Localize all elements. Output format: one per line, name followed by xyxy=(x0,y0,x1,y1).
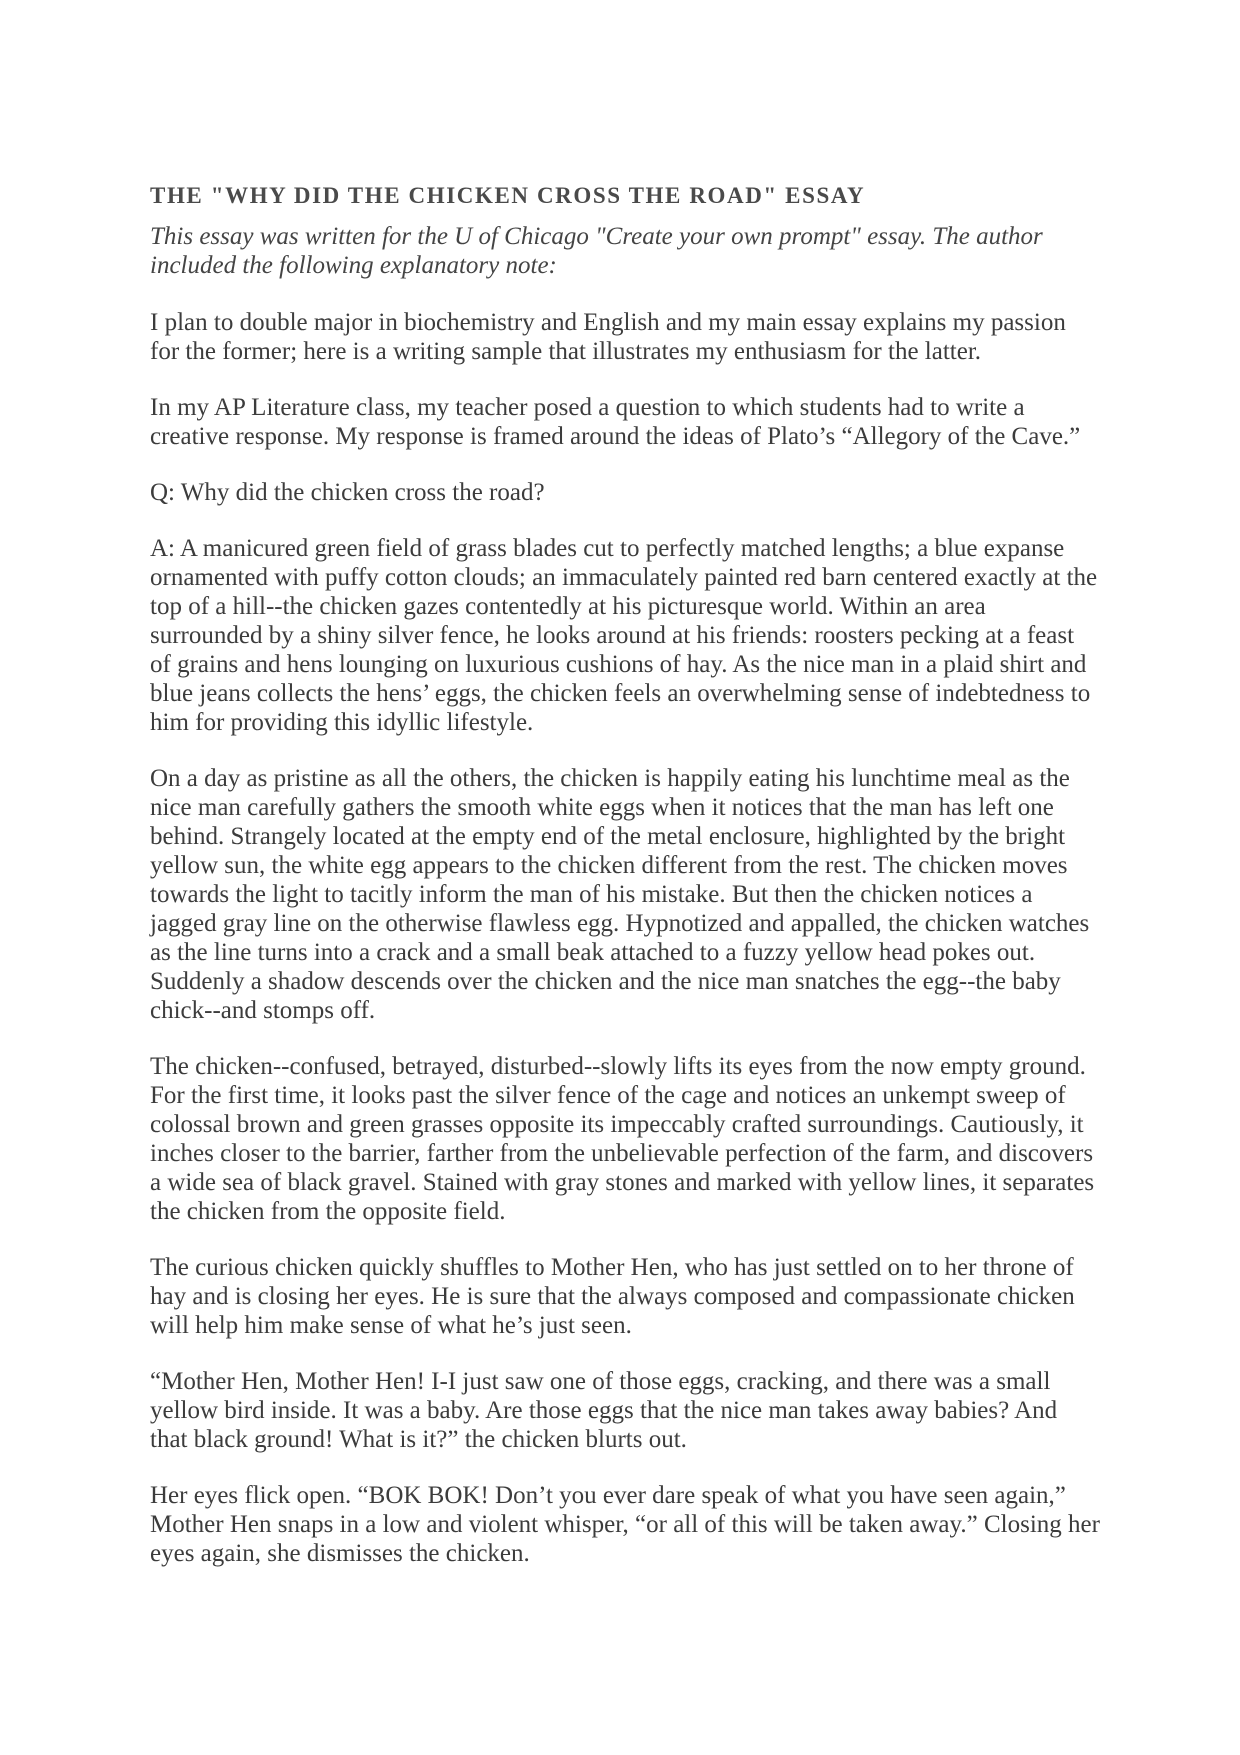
paragraph-dialogue: “Mother Hen, Mother Hen! I-I just saw one of those eggs, cracking, and there was a small yellow bird inside. It was a baby. Are those eggs that the nice man takes away babies? And that black ground! What is it?” the chicken blurts out. xyxy=(150,1368,1058,1453)
essay-title: THE "WHY DID THE CHICKEN CROSS THE ROAD" ESSAY xyxy=(150,183,866,208)
paragraph-mother-hen: The curious chicken quickly shuffles to Mother Hen, who has just settled on to her throne of hay and is closing her eyes. He is sure that the always composed and compassionate chicken will help him make sense of what he’s just seen. xyxy=(150,1254,1075,1339)
paragraph-egg-hatching: On a day as pristine as all the others, the chicken is happily eating his lunchtime meal as the nice man carefully gathers the smooth white eggs when it notices that the man has left one behind. Strangely located at the empty end of the metal enclosure, highlighted by the bright yellow sun, the white egg appears to the chicken different from the rest. The chicken moves towards the light to tacitly inform the man of his mistake. But then the chicken notices a jagged gray line on the otherwise flawless egg. Hypnotized and appalled, the chicken watches as the line turns into a crack and a small beak attached to a fuzzy yellow head pokes out. Suddenly a shadow descends over the chicken and the nice man snatches the egg--the baby chick--and stomps off. xyxy=(150,765,1090,1024)
paragraph-explanatory-note: I plan to double major in biochemistry and English and my main essay explains my passion for the former; here is a writing sample that illustrates my enthusiasm for the latter. xyxy=(150,309,1066,365)
paragraph-answer-opening: A: A manicured green field of grass blades cut to perfectly matched lengths; a blue expanse ornamented with puffy cotton clouds; an immaculately painted red barn centered exactly at the top of a hill--the chicken gazes contentedly at his picturesque world. Within an area surrounded by a shiny silver fence, he looks around at his friends: roosters pecking at a feast of grains and hens lounging on luxurious cushions of hay. As the nice man in a plaid shirt and blue jeans collects the hens’ eggs, the chicken feels an overwhelming sense of indebtedness to him for providing this idyllic lifestyle. xyxy=(150,535,1098,736)
paragraph-discovery: The chicken--confused, betrayed, disturbed--slowly lifts its eyes from the now empty ground. For the first time, it looks past the silver fence of the cage and notices an unkempt sweep of colossal brown and green grasses opposite its impeccably crafted surroundings. Cautiously, it inches closer to the barrier, farther from the unbelievable perfection of the farm, and discovers a wide sea of black gravel. Stained with gray stones and marked with yellow lines, it separates the chicken from the opposite field. xyxy=(150,1053,1095,1225)
paragraph-dismissal: Her eyes flick open. “BOK BOK! Don’t you ever dare speak of what you have seen again,” Mother Hen snaps in a low and violent whisper, “or all of this will be taken away.” Closing her eyes again, she dismisses the chicken. xyxy=(150,1482,1100,1567)
intro-note: This essay was written for the U of Chicago "Create your own prompt" essay. The author included the following explanatory note: xyxy=(150,223,1043,279)
paragraph-question: Q: Why did the chicken cross the road? xyxy=(150,479,545,506)
paragraph-context: In my AP Literature class, my teacher posed a question to which students had to write a creative response. My response is framed around the ideas of Plato’s “Allegory of the Cave.” xyxy=(150,394,1081,450)
document-body xyxy=(150,176,1100,1568)
